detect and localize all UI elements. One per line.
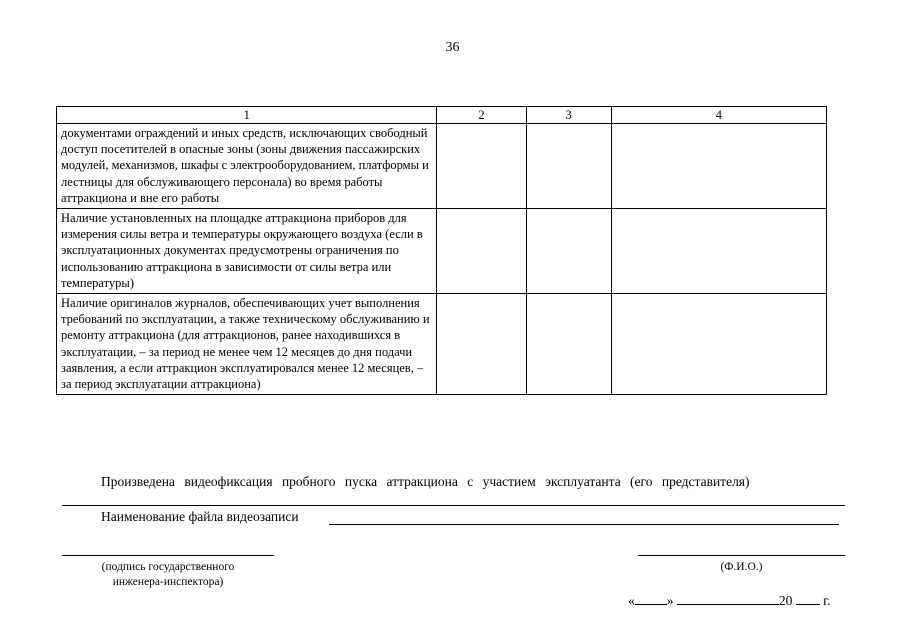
video-file-name-blank-line <box>329 524 839 525</box>
table-row <box>57 209 827 294</box>
date-open-quote: « <box>628 593 635 608</box>
column-header-2: 2 <box>437 107 526 124</box>
fio-blank-line <box>638 555 845 556</box>
date-line <box>628 592 831 609</box>
table-row <box>57 124 827 209</box>
signature-caption <box>62 560 274 590</box>
video-statement: Произведена видеофиксация пробного пуска аттракциона с участием эксплуатанта (его представителя) <box>101 474 750 489</box>
signature-blank-line <box>62 555 274 556</box>
year-prefix: 20 <box>778 593 793 608</box>
empty-cell-col3 <box>526 124 611 209</box>
inspection-checklist-table <box>56 106 827 395</box>
empty-cell-col4 <box>611 124 826 209</box>
video-file-label: Наименование файла видеозаписи <box>101 509 299 524</box>
requirement-text-cell: Наличие оригиналов журналов, обеспечивающих учет выполнения требований по эксплуатации, а также техническому обслуживанию и ремонту аттракциона (для аттракционов, ранее находившихся в эксплуатации, – за период не менее чем 12 месяцев до дня подачи заявления, а если аттракцион эксплуатировался менее 12 месяцев, – за период эксплуатации аттракциона) <box>57 294 437 395</box>
requirement-text-cell: Наличие установленных на площадке аттракциона приборов для измерения силы ветра и температуры окружающего воздуха (если в эксплуатационных документах предусмотрены ограничения по использованию аттракциона в зависимости от силы ветра или температуры) <box>57 209 437 294</box>
requirement-text-cell: документами ограждений и иных средств, исключающих свободный доступ посетителей в опасные зоны (зоны движения пассажирских модулей, механизмов, шкафы с электрооборудованием, платформы и лестницы для обслуживающего персонала) во время работы аттракциона и вне его работы <box>57 124 437 209</box>
empty-cell-col2 <box>437 209 526 294</box>
empty-cell-col2 <box>437 294 526 395</box>
table-row <box>57 294 827 395</box>
day-blank <box>635 592 667 605</box>
signature-caption-line1: (подпись государственного <box>101 561 235 573</box>
signature-caption-line2: инженера-инспектора) <box>112 576 224 588</box>
fio-caption: (Ф.И.О.) <box>720 561 763 573</box>
column-header-3: 3 <box>526 107 611 124</box>
empty-cell-col3 <box>526 294 611 395</box>
empty-cell-col4 <box>611 209 826 294</box>
empty-cell-col3 <box>526 209 611 294</box>
table-header-row <box>57 107 827 124</box>
year-suffix: г. <box>823 593 831 608</box>
empty-cell-col2 <box>437 124 526 209</box>
empty-cell-col4 <box>611 294 826 395</box>
page-number: 36 <box>445 40 460 55</box>
column-header-4: 4 <box>611 107 826 124</box>
date-close-quote: » <box>666 593 674 608</box>
month-blank <box>677 592 779 605</box>
column-header-1: 1 <box>57 107 437 124</box>
video-statement-blank-line <box>62 505 845 506</box>
year-blank <box>796 592 820 605</box>
